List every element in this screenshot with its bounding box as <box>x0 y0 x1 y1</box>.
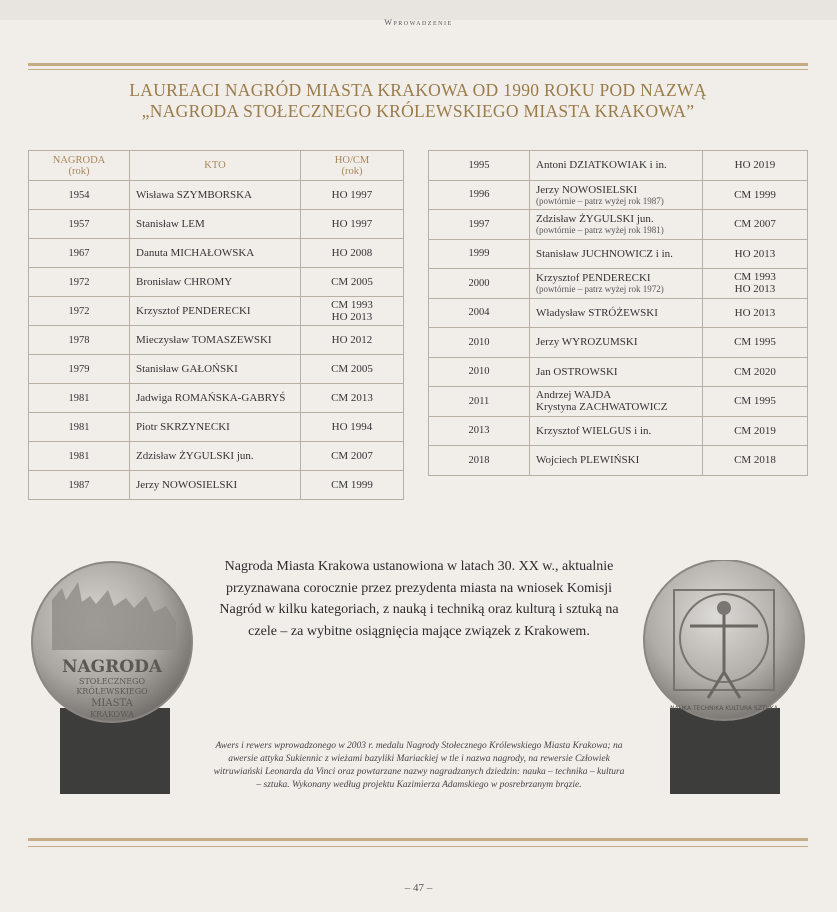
medal-text-2: STOŁECZNEGO <box>78 677 146 686</box>
award-value: CM 1999 <box>331 479 373 491</box>
cell-name <box>530 210 703 240</box>
cell-award <box>703 357 808 387</box>
award-value: HO 2013 <box>734 247 776 260</box>
medal-reverse <box>640 560 810 800</box>
award-value: CM 1993 <box>734 271 776 284</box>
laureate-name: Krzysztof WIELGUS i in. <box>536 424 652 437</box>
award-value: HO 2008 <box>331 247 373 259</box>
cell-year: 1997 <box>429 210 530 240</box>
cell-name <box>130 413 301 442</box>
page-title <box>28 80 808 122</box>
laureate-name: Wisława SZYMBORSKA <box>136 189 252 201</box>
cell-name <box>530 328 703 358</box>
cell-award <box>301 384 404 413</box>
laureate-name: Piotr SKRZYNECKI <box>136 421 230 433</box>
award-value: HO 2013 <box>734 306 776 319</box>
laureate-note: (powtórnie – patrz wyżej rok 1972) <box>536 284 664 295</box>
laureate-name: Stanisław LEM <box>136 218 205 230</box>
table-row <box>29 297 404 326</box>
award-value: CM 1995 <box>734 395 776 408</box>
cell-award <box>703 328 808 358</box>
medal-text-5: KRAKOWA <box>90 710 134 719</box>
laureate-name: Jerzy WYROZUMSKI <box>536 336 638 349</box>
bottom-rule-thick <box>28 838 808 841</box>
laureate-name: Andrzej WAJDA <box>536 389 612 402</box>
table-row <box>29 326 404 355</box>
cell-year: 1954 <box>29 181 130 210</box>
award-value: HO 2012 <box>331 334 373 346</box>
cell-year: 1967 <box>29 239 130 268</box>
award-value: CM 2005 <box>331 363 373 375</box>
table-row <box>429 180 808 210</box>
cell-name <box>530 416 703 446</box>
cell-name <box>530 357 703 387</box>
award-value: CM 2020 <box>734 365 776 378</box>
laureate-name: Jan OSTROWSKI <box>536 365 618 378</box>
laureate-name: Antoni DZIATKOWIAK i in. <box>536 159 667 172</box>
cell-year: 2011 <box>429 387 530 417</box>
table-row <box>429 446 808 476</box>
cell-year: 1987 <box>29 471 130 500</box>
table-row <box>429 328 808 358</box>
cell-award <box>703 446 808 476</box>
cell-year: 2000 <box>429 269 530 299</box>
table-row <box>429 269 808 299</box>
table-row <box>429 416 808 446</box>
cell-award <box>301 181 404 210</box>
title-line-2: „NAGRODA STOŁECZNEGO KRÓLEWSKIEGO MIASTA KRAKOWA” <box>141 101 695 121</box>
cell-name <box>130 297 301 326</box>
cell-name <box>530 298 703 328</box>
cell-award <box>703 298 808 328</box>
award-value: CM 1995 <box>734 336 776 349</box>
cell-year: 1981 <box>29 384 130 413</box>
cell-award <box>301 268 404 297</box>
cell-name <box>130 442 301 471</box>
table-row <box>29 239 404 268</box>
award-value: HO 2019 <box>734 159 776 172</box>
laureate-name: Krzysztof PENDERECKI <box>536 272 651 285</box>
award-value-2: HO 2013 <box>734 283 776 296</box>
medal-caption: Awers i rewers wprowadzonego w 2003 r. medalu Nagrody Stołecznego Królewskiego Miasta Krakowa; na awersie attyka Sukiennic z wieżami bazyliki Mariackiej w tle i nazwa nagrody, na rewersie Człowiek witruwiański Leonarda da Vinci oraz powtarzane nazwy nagradzanych dziedzin: nauka – technika – kultura – sztuka. Wykonany według projektu Kazimierza Adamskiego w posrebrzanym brązie. <box>213 741 625 790</box>
top-rule-thin <box>28 69 808 70</box>
award-value: CM 2007 <box>331 450 373 462</box>
award-value: CM 2013 <box>331 392 373 404</box>
laureate-note: (powtórnie – patrz wyżej rok 1981) <box>536 225 664 236</box>
table-row <box>29 442 404 471</box>
award-value: HO 1997 <box>331 189 373 201</box>
award-value: HO 1994 <box>331 421 373 433</box>
cell-award <box>301 442 404 471</box>
cell-award <box>301 210 404 239</box>
laureates-table-left <box>28 150 404 500</box>
table-row <box>429 239 808 269</box>
cell-year: 1996 <box>429 180 530 210</box>
cell-name <box>530 239 703 269</box>
cell-name <box>130 384 301 413</box>
table-row <box>429 387 808 417</box>
bottom-rule-thin <box>28 846 808 847</box>
table-header-row <box>29 151 404 181</box>
cell-name <box>530 446 703 476</box>
award-value: CM 2007 <box>734 218 776 231</box>
laureate-name: Jerzy NOWOSIELSKI <box>536 183 638 196</box>
laureate-name: Stanisław JUCHNOWICZ i in. <box>536 247 673 260</box>
cell-award <box>703 416 808 446</box>
table-row <box>29 471 404 500</box>
cell-year: 2010 <box>429 357 530 387</box>
laureate-name: Bronisław CHROMY <box>136 276 233 288</box>
cell-year: 1981 <box>29 442 130 471</box>
laureate-note: (powtórnie – patrz wyżej rok 1987) <box>536 195 664 206</box>
title-line-1: LAUREACI NAGRÓD MIASTA KRAKOWA OD 1990 ROKU POD NAZWĄ <box>129 80 707 100</box>
cell-name <box>130 181 301 210</box>
award-value: CM 2018 <box>734 454 776 467</box>
laureate-name: Danuta MICHAŁOWSKA <box>136 247 255 259</box>
cell-year: 2018 <box>429 446 530 476</box>
cell-award <box>301 239 404 268</box>
laureate-name: Zdzisław ŻYGULSKI jun. <box>136 450 254 462</box>
cell-award <box>703 180 808 210</box>
cell-name <box>530 387 703 417</box>
laureate-name: Zdzisław ŻYGULSKI jun. <box>536 213 654 226</box>
laureates-table-right <box>428 150 808 476</box>
laureate-name: Wojciech PLEWIŃSKI <box>536 454 640 467</box>
cell-year: 2004 <box>429 298 530 328</box>
table-row <box>29 355 404 384</box>
table-row <box>29 268 404 297</box>
award-value: CM 1993 <box>331 299 373 311</box>
laureate-name: Jadwiga ROMAŃSKA-GABRYŚ <box>136 392 286 404</box>
table-row <box>29 384 404 413</box>
cell-name <box>130 239 301 268</box>
award-value: CM 2019 <box>734 424 776 437</box>
medal-text-4: MIASTA <box>91 698 133 709</box>
top-rule-thick <box>28 63 808 66</box>
cell-name <box>130 210 301 239</box>
cell-year: 1999 <box>429 239 530 269</box>
cell-name <box>130 471 301 500</box>
award-value: CM 1999 <box>734 188 776 201</box>
cell-award <box>301 471 404 500</box>
cell-award <box>703 210 808 240</box>
section-title: Wprowadzenie <box>384 18 453 27</box>
cell-year: 2010 <box>429 328 530 358</box>
laureate-name: Mieczysław TOMASZEWSKI <box>136 334 272 346</box>
table-row <box>29 181 404 210</box>
award-description: Nagroda Miasta Krakowa ustanowiona w latach 30. XX w., aktualnie przyznawana corocznie przez prezydenta miasta na wniosek Komisji Nagród w kilku kategoriach, z nauką i techniką oraz kulturą i sztuką na czele – za wybitne osiągnięcia mające związek z Krakowem. <box>219 559 619 639</box>
cell-name <box>530 151 703 181</box>
medal-obverse <box>30 560 200 800</box>
award-value: HO 1997 <box>331 218 373 230</box>
cell-year: 1995 <box>429 151 530 181</box>
cell-award <box>301 297 404 326</box>
medal-text-3: KRÓLEWSKIEGO <box>76 687 148 696</box>
laureate-note: Krystyna ZACHWATOWICZ <box>536 401 668 414</box>
cell-award <box>703 239 808 269</box>
table-row <box>29 413 404 442</box>
cell-year: 2013 <box>429 416 530 446</box>
page-number: – 47 – <box>404 882 433 894</box>
award-value-2: HO 2013 <box>331 311 373 323</box>
col-header-who: KTO <box>130 151 301 181</box>
award-value: CM 2005 <box>331 276 373 288</box>
cell-name <box>130 355 301 384</box>
laureate-name: Jerzy NOWOSIELSKI <box>136 479 238 491</box>
laureate-name: Stanisław GAŁOŃSKI <box>136 363 238 375</box>
laureate-name: Krzysztof PENDERECKI <box>136 305 251 317</box>
cell-year: 1981 <box>29 413 130 442</box>
col-header-year: NAGRODA (rok) <box>29 151 130 181</box>
cell-year: 1972 <box>29 297 130 326</box>
cell-name <box>530 180 703 210</box>
laureate-name: Władysław STRÓŻEWSKI <box>536 306 658 319</box>
cell-award <box>301 326 404 355</box>
vitruvian-head <box>717 601 731 615</box>
table-row <box>429 357 808 387</box>
table-row <box>29 210 404 239</box>
cell-award <box>301 413 404 442</box>
cell-name <box>530 269 703 299</box>
cell-award <box>301 355 404 384</box>
medal-reverse-text: NAUKA TECHNIKA KULTURA SZTUKA <box>670 705 778 712</box>
table-row <box>429 151 808 181</box>
cell-name <box>130 326 301 355</box>
cell-year: 1978 <box>29 326 130 355</box>
cell-year: 1972 <box>29 268 130 297</box>
table-row <box>429 210 808 240</box>
cell-year: 1957 <box>29 210 130 239</box>
cell-award <box>703 151 808 181</box>
table-row <box>429 298 808 328</box>
col-header-award: HO/CM (rok) <box>301 151 404 181</box>
cell-award <box>703 387 808 417</box>
cell-year: 1979 <box>29 355 130 384</box>
cell-award <box>703 269 808 299</box>
medal-text-1: NAGRODA <box>61 657 163 677</box>
page-header <box>0 0 837 27</box>
cell-name <box>130 268 301 297</box>
